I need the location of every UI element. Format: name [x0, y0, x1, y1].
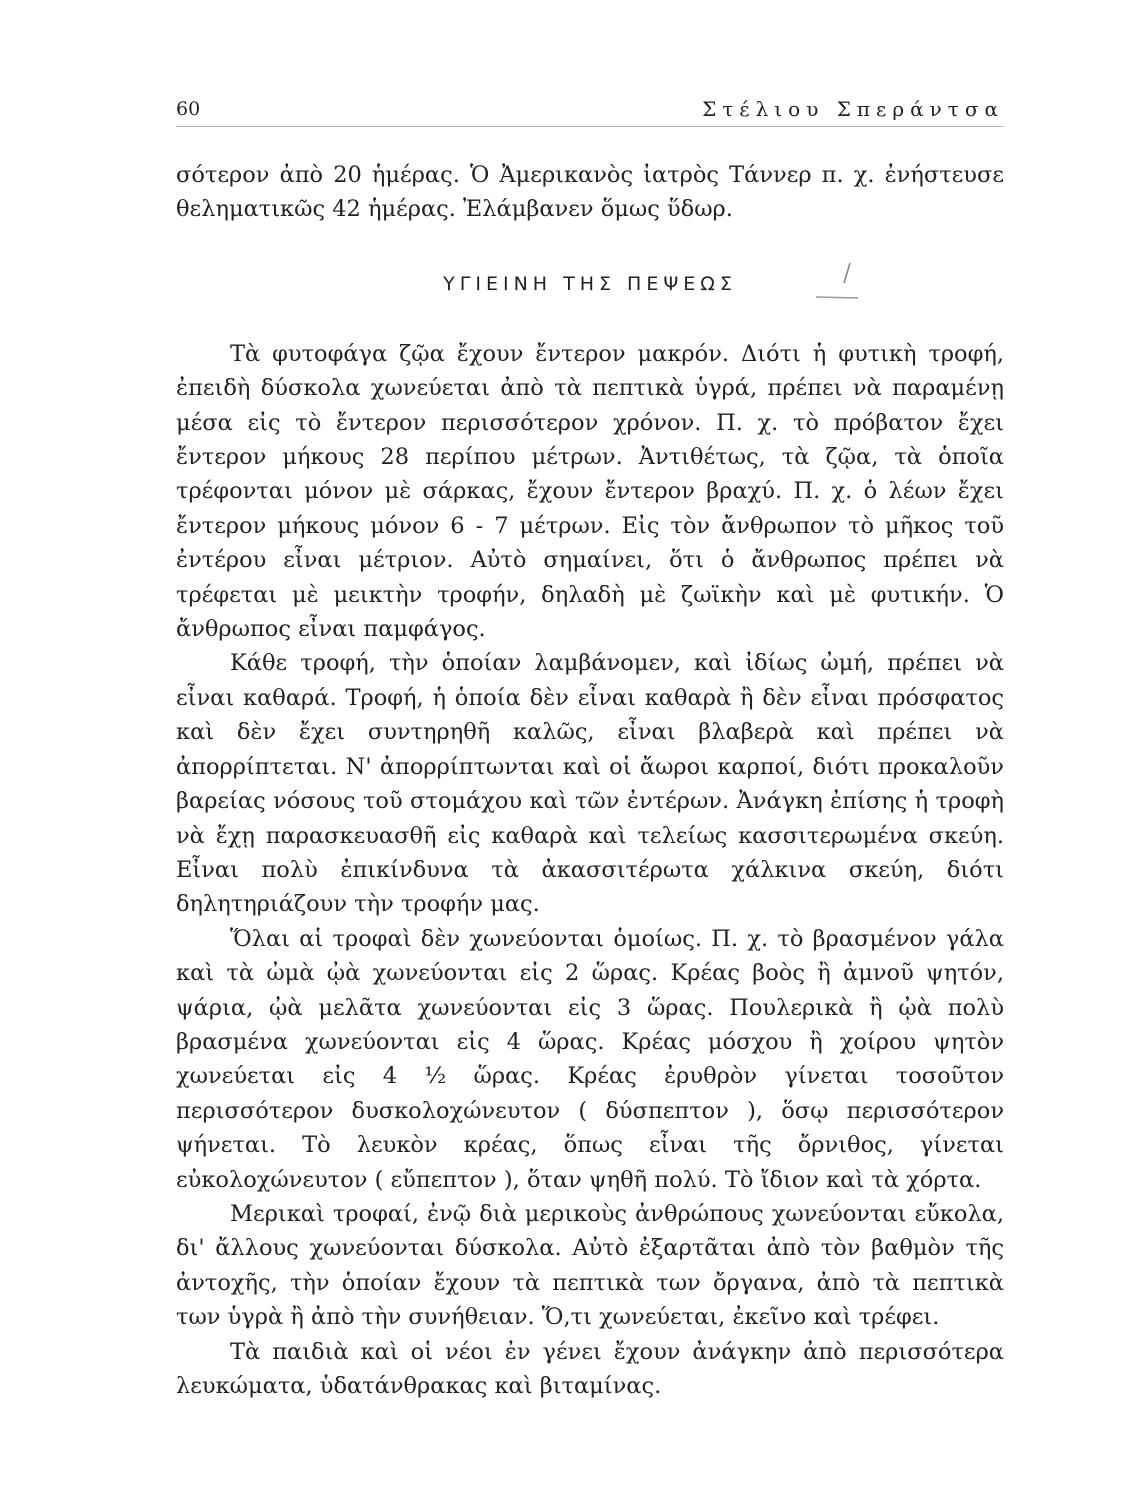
- paragraph: Τὰ φυτοφάγα ζῷα ἔχουν ἔντερον μακρόν. Διότι ἡ φυτικὴ τροφή, ἐπειδὴ δύσκολα χωνεύεται ἀπὸ τὰ πεπτικὰ ὑγρά, πρέπει νὰ παραμένῃ μέσα εἰς τὸ ἔντερον περισσότερον χρόνον. Π. χ. τὸ πρόβατον ἔχει ἔντερον μήκους 28 περίπου μέτρων. Ἀντιθέτως, τὰ ζῷα, τὰ ὁποῖα τρέφονται μόνον μὲ σάρκας, ἔχουν ἔντερον βραχύ. Π. χ. ὁ λέων ἔχει ἔντερον μήκους μόνον 6 - 7 μέτρων. Εἰς τὸν ἄνθρωπον τὸ μῆκος τοῦ ἐντέρου εἶναι μέτριον. Αὐτὸ σημαίνει, ὅτι ὁ ἄνθρωπος πρέπει νὰ τρέφεται μὲ μεικτὴν τροφήν, δηλαδὴ μὲ ζωϊκὴν καὶ μὲ φυτικήν. Ὁ ἄνθρωπος εἶναι παμφάγος.: [176, 340, 1004, 643]
- section-heading-block: [176, 271, 1004, 297]
- section-title: ΥΓΙΕΙΝΗ ΤΗΣ ΠΕΨΕΩΣ: [443, 272, 737, 295]
- running-header: [176, 96, 1004, 127]
- paragraph: Κάθε τροφή, τὴν ὁποίαν λαμβάνομεν, καὶ ἰδίως ὠμή, πρέπει νὰ εἶναι καθαρά. Τροφή, ἡ ὁποία δὲν εἶναι καθαρὰ ἢ δὲν εἶναι πρόσφατος καὶ δὲν ἔχει συντηρηθῆ καλῶς, εἶναι βλαβερὰ καὶ πρέπει νὰ ἀπορρίπτεται. Ν' ἀπορρίπτωνται καὶ οἱ ἄωροι καρποί, διότι προκαλοῦν βαρείας νόσους τοῦ στομάχου καὶ τῶν ἐντέρων. Ἀνάγκη ἐπίσης ἡ τροφὴ νὰ ἔχῃ παρασκευασθῆ εἰς καθαρὰ καὶ τελείως κασσιτερωμένα σκεύη. Εἶναι πολὺ ἐπικίνδυνα τὰ ἀκασσιτέρωτα χάλκινα σκεύη, διότι δηλητηριάζουν τὴν τροφήν μας.: [176, 650, 1004, 918]
- paragraph: Τὰ παιδιὰ καὶ οἱ νέοι ἐν γένει ἔχουν ἀνάγκην ἀπὸ περισσότερα λευκώματα, ὑδατάνθρακας καὶ βιταμίνας.: [176, 1338, 1004, 1399]
- paragraph: Μερικαὶ τροφαί, ἐνῷ διὰ μερικοὺς ἀνθρώπους χωνεύονται εὔκολα, δι' ἄλλους χωνεύονται δύσκολα. Αὐτὸ ἐξαρτᾶται ἀπὸ τὸν βαθμὸν τῆς ἀντοχῆς, τὴν ὁποίαν ἔχουν τὰ πεπτικὰ των ὄργανα, ἀπὸ τὰ πεπτικὰ των ὑγρὰ ἢ ἀπὸ τὴν συνήθειαν. Ὅ,τι χωνεύεται, ἐκεῖνο καὶ τρέφει.: [176, 1200, 1004, 1331]
- intro-paragraph: σότερον ἀπὸ 20 ἡμέρας. Ὁ Ἀμερικανὸς ἰατρὸς Τάννερ π. χ. ἐνήστευσε θεληματικῶς 42 ἡμέρας. Ἐλάμβανεν ὅμως ὕδωρ.: [176, 162, 1004, 223]
- body-text: [176, 158, 1004, 1403]
- running-title: Στέλιου Σπεράντσα: [702, 97, 1004, 121]
- pencil-check-mark: [804, 257, 874, 303]
- page-number: 60: [176, 98, 201, 120]
- paragraph: Ὅλαι αἱ τροφαὶ δὲν χωνεύονται ὁμοίως. Π. χ. τὸ βρασμένον γάλα καὶ τὰ ὠμὰ ᾠὰ χωνεύονται εἰς 2 ὥρας. Κρέας βοὸς ἢ ἀμνοῦ ψητόν, ψάρια, ᾠὰ μελᾶτα χωνεύονται εἰς 3 ὥρας. Πουλερικὰ ἢ ᾠὰ πολὺ βρασμένα χωνεύονται εἰς 4 ὥρας. Κρέας μόσχου ἢ χοίρου ψητὸν χωνεύεται εἰς 4 ½ ὥρας. Κρέας ἐρυθρὸν γίνεται τοσοῦτον περισσότερον δυσκολοχώνευτον ( δύσπεπτον ), ὅσῳ περισσότερον ψήνεται. Τὸ λευκὸν κρέας, ὅπως εἶναι τῆς ὄρνιθος, γίνεται εὐκολοχώνευτον ( εὔπεπτον ), ὅταν ψηθῆ πολύ. Τὸ ἴδιον καὶ τὰ χόρτα.: [176, 925, 1004, 1193]
